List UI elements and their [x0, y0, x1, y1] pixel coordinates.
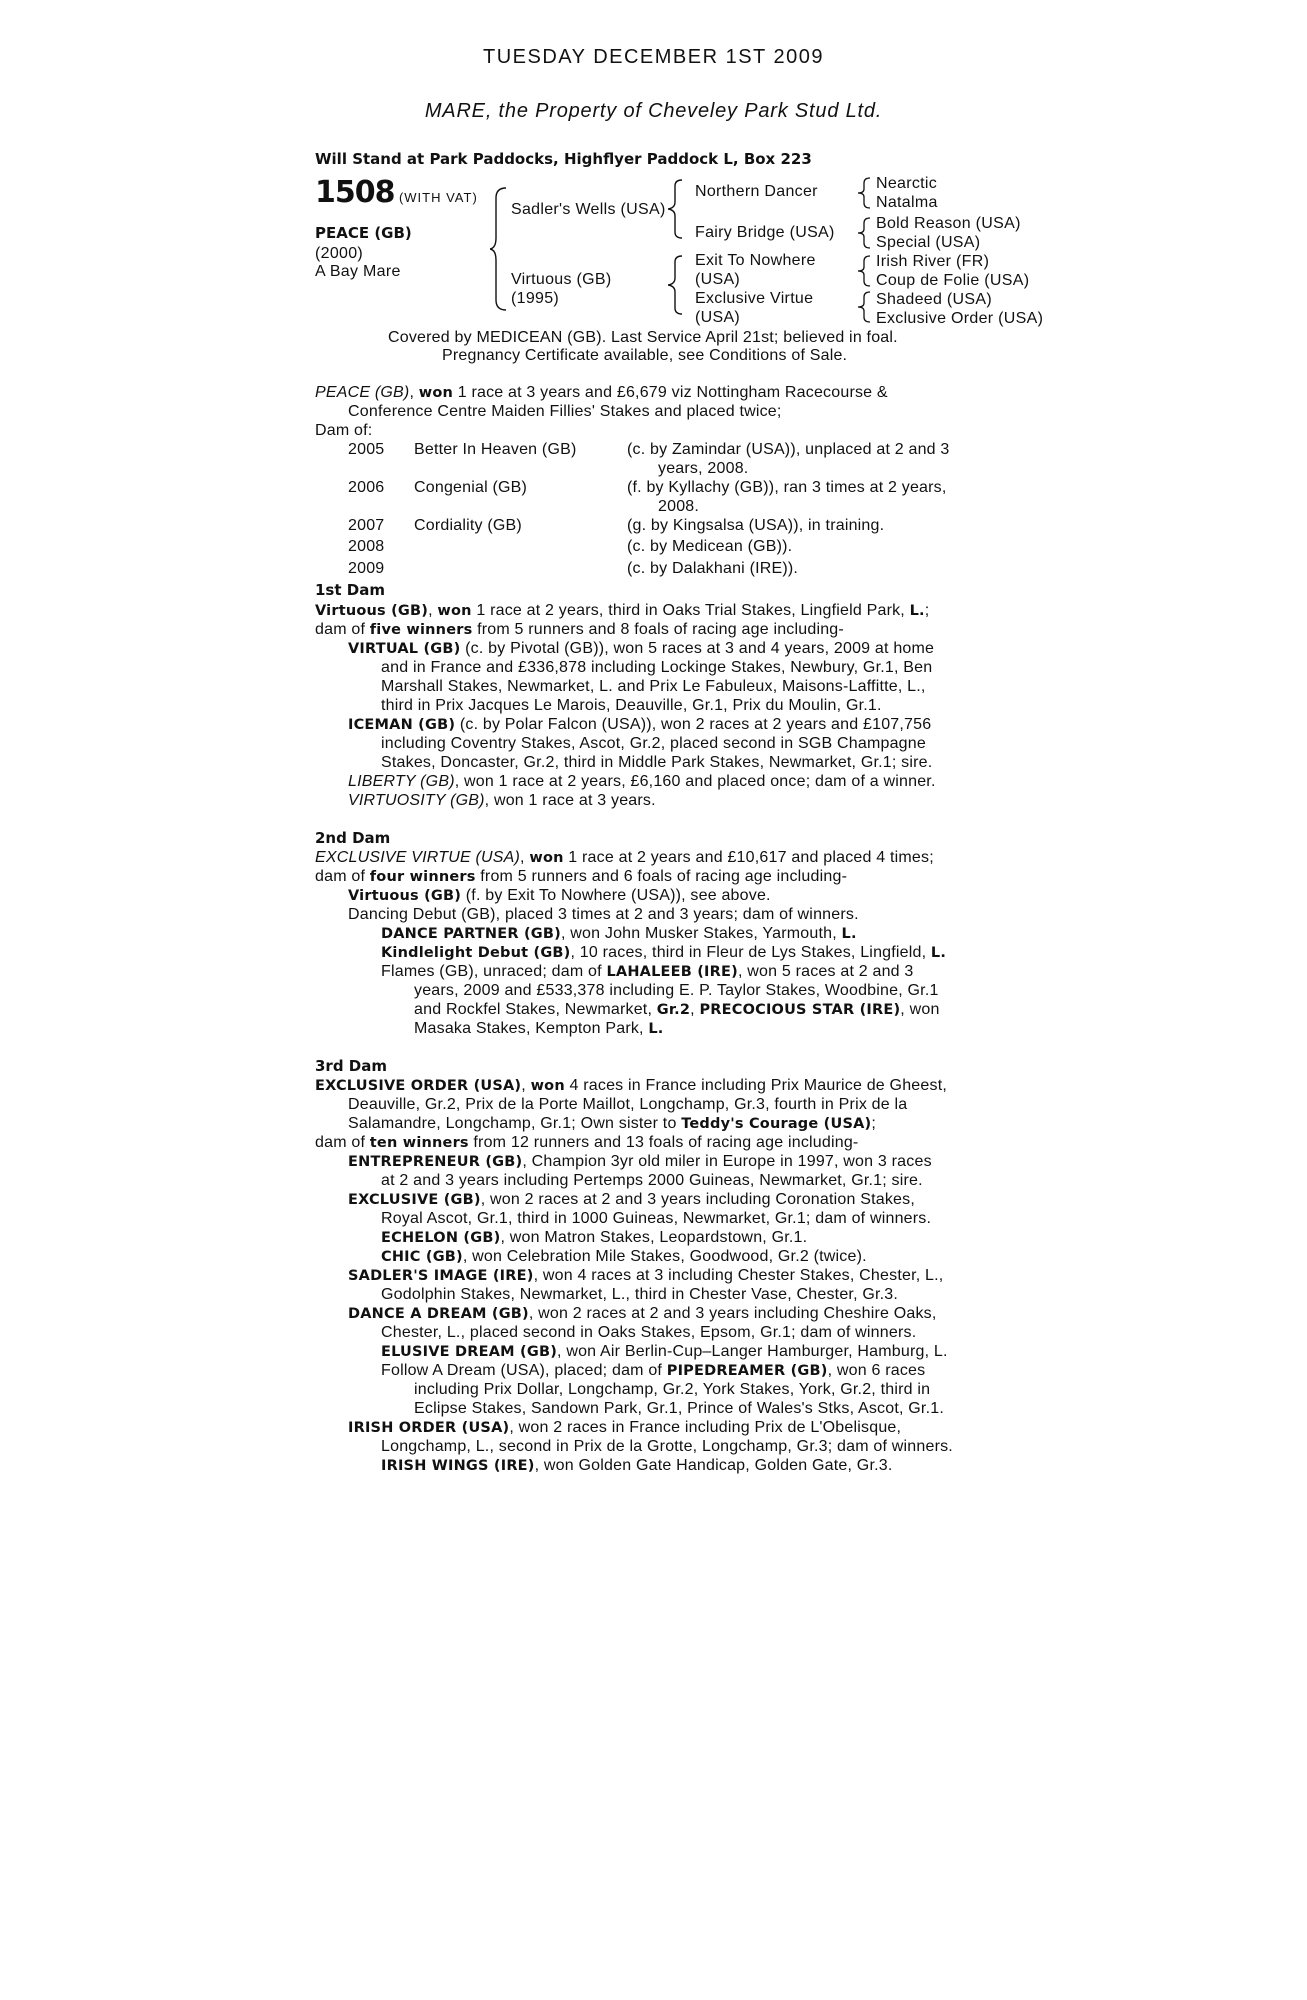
pedigree-dss: Irish River (FR) [876, 253, 990, 270]
masaka-text: Masaka Stakes, Kempton Park, [414, 1020, 644, 1037]
covered-line-1: Covered by MEDICEAN (GB). Last Service April 21st; believed in foal. [388, 329, 898, 346]
sadlers-image-name: SADLER'S IMAGE (IRE) [348, 1268, 534, 1284]
virtual-text-1: (c. by Pivotal (GB)), won 5 races at 3 and 4 years, 2009 at home [465, 640, 935, 657]
pipedreamer-text: , won 6 races [827, 1362, 926, 1379]
teddys-courage-name: Teddy's Courage (USA) [681, 1116, 872, 1132]
iceman-line-1 [348, 715, 931, 735]
sadlers-image-line-1 [348, 1266, 943, 1286]
irish-order-line-1 [348, 1418, 901, 1438]
second-dam-line-3 [348, 886, 771, 906]
sale-date: TUESDAY DECEMBER 1ST 2009 [483, 46, 824, 68]
brace-ds [858, 254, 874, 288]
third-dam-runners: from 12 runners and 13 foals of racing age including- [473, 1134, 859, 1151]
virtual-name: VIRTUAL (GB) [348, 641, 461, 657]
entrepreneur-text-1: , Champion 3yr old miler in Europe in 1997, won 3 races [522, 1153, 932, 1170]
virtual-line-3: Marshall Stakes, Newmarket, L. and Prix Le Fabuleux, Maisons-Laffitte, L., [381, 678, 926, 695]
irish-order-line-2: Longchamp, L., second in Prix de la Grotte, Longchamp, Gr.3; dam of winners. [381, 1438, 953, 1455]
virtuous-text: (f. by Exit To Nowhere (USA)), see above. [465, 887, 771, 904]
pedigree-dds: Shadeed (USA) [876, 291, 992, 308]
listed-mark: L. [841, 926, 857, 942]
sadlers-image-line-2: Godolphin Stakes, Newmarket, L., third in Chester Vase, Chester, Gr.3. [381, 1286, 899, 1303]
pedigree-sss: Nearctic [876, 175, 938, 192]
dance-partner-text: , won John Musker Stakes, Yarmouth, [560, 925, 837, 942]
virtuosity-name: VIRTUOSITY (GB) [348, 792, 485, 809]
intro-line-1: PEACE (GB), won 1 race at 3 years and £6,679 viz Nottingham Racecourse & [315, 384, 888, 401]
exclusive-order-name: EXCLUSIVE ORDER (USA) [315, 1078, 522, 1094]
follow-a-dream-line-3: Eclipse Stakes, Sandown Park, Gr.1, Prince of Wales's Stks, Ascot, Gr.1. [414, 1400, 944, 1417]
produce-name-2006: Congenial (GB) [414, 479, 528, 496]
horse-year: (2000) [315, 245, 364, 262]
elusive-dream-name: ELUSIVE DREAM (GB) [381, 1344, 558, 1360]
kindlelight-text: , 10 races, third in Fleur de Lys Stakes, Lingfield, [570, 944, 927, 961]
second-dam-line-10 [414, 1019, 664, 1039]
vat-note: (WITH VAT) [398, 190, 478, 205]
dance-a-dream-line-1 [348, 1304, 937, 1324]
second-dam-line-5 [381, 924, 857, 944]
irish-order-text-1: , won 2 races in France including Prix de L'Obelisque, [509, 1419, 902, 1436]
first-dam-heading: 1st Dam [315, 581, 385, 599]
third-dam-won: won [530, 1078, 565, 1094]
pedigree-dd-2: (USA) [695, 309, 741, 326]
liberty-name: LIBERTY (GB) [348, 773, 455, 790]
second-dam-line-2 [315, 867, 847, 887]
exclusive-line-2: Royal Ascot, Gr.1, third in 1000 Guineas, Newmarket, Gr.1; dam of winners. [381, 1210, 932, 1227]
produce-name-2007: Cordiality (GB) [414, 517, 522, 534]
flames-text: Flames (GB), unraced; dam of [381, 963, 602, 980]
pedigree-dam-2: (1995) [511, 290, 560, 307]
pedigree-ds-1: Exit To Nowhere [695, 252, 816, 269]
elusive-dream-text: , won Air Berlin-Cup–Langer Hamburger, Hamburg, L. [557, 1343, 948, 1360]
pedigree-ssd: Natalma [876, 194, 938, 211]
virtual-line-4: third in Prix Jacques Le Marois, Deauville, Gr.1, Prix du Moulin, Gr.1. [381, 697, 882, 714]
liberty-text: , won 1 race at 2 years, £6,160 and placed once; dam of a winner. [454, 773, 936, 790]
kindlelight-name: Kindlelight Debut (GB) [381, 945, 571, 961]
first-dam-listed: L. [909, 603, 925, 619]
first-dam-text: 1 race at 2 years, third in Oaks Trial Stakes, Lingfield Park, [476, 602, 905, 619]
produce-year-2005: 2005 [348, 441, 385, 458]
pedigree-dd-1: Exclusive Virtue [695, 290, 814, 307]
first-dam-winners: five winners [369, 622, 473, 638]
first-dam-line-1: Virtuous (GB), won 1 race at 2 years, third in Oaks Trial Stakes, Lingfield Park, L.; [315, 602, 930, 619]
second-dam-name: EXCLUSIVE VIRTUE (USA) [315, 849, 521, 866]
virtuous-name: Virtuous (GB) [348, 888, 462, 904]
lahaleeb-text: , won 5 races at 2 and 3 [737, 963, 914, 980]
dam-of-label: Dam of: [315, 422, 373, 439]
entrepreneur-name: ENTREPRENEUR (GB) [348, 1154, 523, 1170]
second-dam-text: 1 race at 2 years and £10,617 and placed 4 times; [568, 849, 934, 866]
semicolon: ; [871, 1115, 877, 1132]
third-dam-text: 4 races in France including Prix Maurice de Gheest, [569, 1077, 947, 1094]
produce-info-2007: (g. by Kingsalsa (USA)), in training. [627, 517, 885, 534]
produce-year-2007: 2007 [348, 517, 385, 534]
horse-name: PEACE (GB) [315, 224, 412, 242]
salamandre-text: Salamandre, Longchamp, Gr.1; Own sister to [348, 1115, 677, 1132]
first-dam-line-2 [315, 620, 844, 640]
produce-info-2005-a: (c. by Zamindar (USA)), unplaced at 2 and 3 [627, 441, 950, 458]
virtuosity-line [348, 791, 656, 810]
iceman-text-1: (c. by Polar Falcon (USA)), won 2 races at 2 years and £107,756 [459, 716, 932, 733]
listed-mark: L. [648, 1021, 664, 1037]
produce-info-2006-b: 2008. [658, 498, 700, 515]
listed-mark: L. [930, 945, 947, 961]
iceman-line-2: including Coventry Stakes, Ascot, Gr.2, placed second in SGB Champagne [381, 735, 926, 752]
horse-description: A Bay Mare [315, 263, 401, 280]
chic-line [381, 1247, 867, 1267]
iceman-name: ICEMAN (GB) [348, 717, 456, 733]
pedigree-brace-dam [668, 254, 688, 316]
second-dam-line-1: EXCLUSIVE VIRTUE (USA), won 1 race at 2 years and £10,617 and placed 4 times; [315, 849, 934, 866]
virtuosity-text: , won 1 race at 3 years. [484, 792, 656, 809]
intro-won: won [418, 385, 454, 401]
echelon-name: ECHELON (GB) [381, 1230, 501, 1246]
pedigree-sds: Bold Reason (USA) [876, 215, 1021, 232]
stand-location: Will Stand at Park Paddocks, Highflyer Paddock L, Box 223 [315, 150, 812, 168]
produce-info-2009: (c. by Dalakhani (IRE)). [627, 560, 799, 577]
pedigree-brace-sire [668, 178, 688, 240]
second-dam-dam-of: dam of [315, 868, 366, 885]
liberty-line [348, 772, 936, 791]
sale-subtitle: MARE, the Property of Cheveley Park Stud Ltd. [424, 100, 883, 122]
third-dam-winners: ten winners [369, 1135, 469, 1151]
third-dam-line-3 [348, 1114, 876, 1134]
chic-text: , won Celebration Mile Stakes, Goodwood, Gr.2 (twice). [462, 1248, 867, 1265]
exclusive-line-1 [348, 1190, 915, 1210]
dance-a-dream-text-1: , won 2 races at 2 and 3 years including Cheshire Oaks, [528, 1305, 937, 1322]
elusive-dream-line [381, 1342, 948, 1362]
entrepreneur-line-1 [348, 1152, 932, 1172]
virtual-line-1 [348, 639, 934, 659]
exclusive-text-1: , won 2 races at 2 and 3 years including Coronation Stakes, [480, 1191, 916, 1208]
third-dam-line-1: EXCLUSIVE ORDER (USA), won 4 races in France including Prix Maurice de Gheest, [315, 1077, 947, 1094]
entrepreneur-line-2: at 2 and 3 years including Pertemps 2000 Guineas, Newmarket, Gr.1; sire. [381, 1172, 923, 1189]
first-dam-dam-of: dam of [315, 621, 366, 638]
pedigree-dsd: Coup de Folie (USA) [876, 272, 1030, 289]
irish-order-name: IRISH ORDER (USA) [348, 1420, 510, 1436]
pedigree-ddd: Exclusive Order (USA) [876, 310, 1044, 327]
produce-year-2006: 2006 [348, 479, 385, 496]
irish-wings-text: , won Golden Gate Handicap, Golden Gate, Gr.3. [534, 1457, 893, 1474]
intro-line-2: Conference Centre Maiden Fillies' Stakes and placed twice; [348, 403, 782, 420]
lot-number: 1508 [315, 175, 395, 210]
irish-wings-line [381, 1456, 892, 1476]
dance-a-dream-line-2: Chester, L., placed second in Oaks Stakes, Epsom, Gr.1; dam of winners. [381, 1324, 917, 1341]
produce-info-2005-b: years, 2008. [658, 460, 749, 477]
sadlers-image-text-1: , won 4 races at 3 including Chester Stakes, Chester, L., [533, 1267, 944, 1284]
second-dam-line-9: and Rockfel Stakes, Newmarket, Gr.2, PRECOCIOUS STAR (IRE), won [414, 1001, 940, 1018]
pedigree-ds-2: (USA) [695, 271, 741, 288]
produce-info-2006-a: (f. by Kyllachy (GB)), ran 3 times at 2 years, [627, 479, 947, 496]
second-dam-runners: from 5 runners and 6 foals of racing age including- [480, 868, 848, 885]
second-dam-line-7 [381, 962, 914, 982]
pipedreamer-name: PIPEDREAMER (GB) [666, 1363, 828, 1379]
intro-horse-name: PEACE (GB) [315, 384, 410, 401]
lahaleeb-name: LAHALEEB (IRE) [606, 964, 738, 980]
follow-a-dream-line-2: including Prix Dollar, Longchamp, Gr.2, York Stakes, York, Gr.2, third in [414, 1381, 931, 1398]
produce-info-2008: (c. by Medicean (GB)). [627, 538, 793, 555]
second-dam-won: won [529, 850, 564, 866]
chic-name: CHIC (GB) [381, 1249, 463, 1265]
first-dam-runners: from 5 runners and 8 foals of racing age including- [477, 621, 844, 638]
exclusive-name: EXCLUSIVE (GB) [348, 1192, 481, 1208]
irish-wings-name: IRISH WINGS (IRE) [381, 1458, 535, 1474]
precocious-star-name: PRECOCIOUS STAR (IRE) [699, 1002, 901, 1018]
group-mark: Gr.2 [656, 1002, 691, 1018]
pedigree-sdd: Special (USA) [876, 234, 981, 251]
second-dam-line-6 [381, 943, 946, 963]
produce-year-2009: 2009 [348, 560, 385, 577]
second-dam-line-8: years, 2009 and £533,378 including E. P. Taylor Stakes, Woodbine, Gr.1 [414, 982, 939, 999]
pedigree-ss: Northern Dancer [695, 183, 818, 200]
brace-dd [858, 290, 874, 324]
pedigree-brace-main [490, 186, 510, 312]
second-dam-heading: 2nd Dam [315, 829, 391, 847]
third-dam-dam-of: dam of [315, 1134, 366, 1151]
follow-a-dream-text: Follow A Dream (USA), placed; dam of [381, 1362, 663, 1379]
echelon-line [381, 1228, 807, 1248]
virtual-line-2: and in France and £336,878 including Lockinge Stakes, Newbury, Gr.1, Ben [381, 659, 933, 676]
brace-ss [858, 176, 874, 210]
pedigree-dam-1: Virtuous (GB) [511, 271, 612, 288]
intro-text-1: 1 race at 3 years and £6,679 viz Nottingham Racecourse & [457, 384, 888, 401]
first-dam-won: won [437, 603, 472, 619]
third-dam-heading: 3rd Dam [315, 1057, 387, 1075]
pedigree-sd: Fairy Bridge (USA) [695, 224, 835, 241]
iceman-line-3: Stakes, Doncaster, Gr.2, third in Middle Park Stakes, Newmarket, Gr.1; sire. [381, 754, 933, 771]
rockfel-text: and Rockfel Stakes, Newmarket, [414, 1001, 653, 1018]
echelon-text: , won Matron Stakes, Leopardstown, Gr.1. [500, 1229, 808, 1246]
third-dam-line-4 [315, 1133, 858, 1153]
produce-name-2005: Better In Heaven (GB) [414, 441, 577, 458]
first-dam-name: Virtuous (GB) [315, 603, 429, 619]
pedigree-sire: Sadler's Wells (USA) [511, 201, 666, 218]
dance-partner-name: DANCE PARTNER (GB) [381, 926, 561, 942]
follow-a-dream-line-1 [381, 1361, 925, 1381]
dance-a-dream-name: DANCE A DREAM (GB) [348, 1306, 529, 1322]
second-dam-winners: four winners [369, 869, 476, 885]
lot-header [315, 175, 478, 210]
brace-sd [858, 216, 874, 250]
second-dam-line-4: Dancing Debut (GB), placed 3 times at 2 and 3 years; dam of winners. [348, 906, 859, 923]
third-dam-line-2: Deauville, Gr.2, Prix de la Porte Maillot, Longchamp, Gr.3, fourth in Prix de la [348, 1096, 908, 1113]
produce-year-2008: 2008 [348, 538, 385, 555]
precocious-star-text: , won [900, 1001, 940, 1018]
covered-line-2: Pregnancy Certificate available, see Conditions of Sale. [442, 347, 848, 364]
